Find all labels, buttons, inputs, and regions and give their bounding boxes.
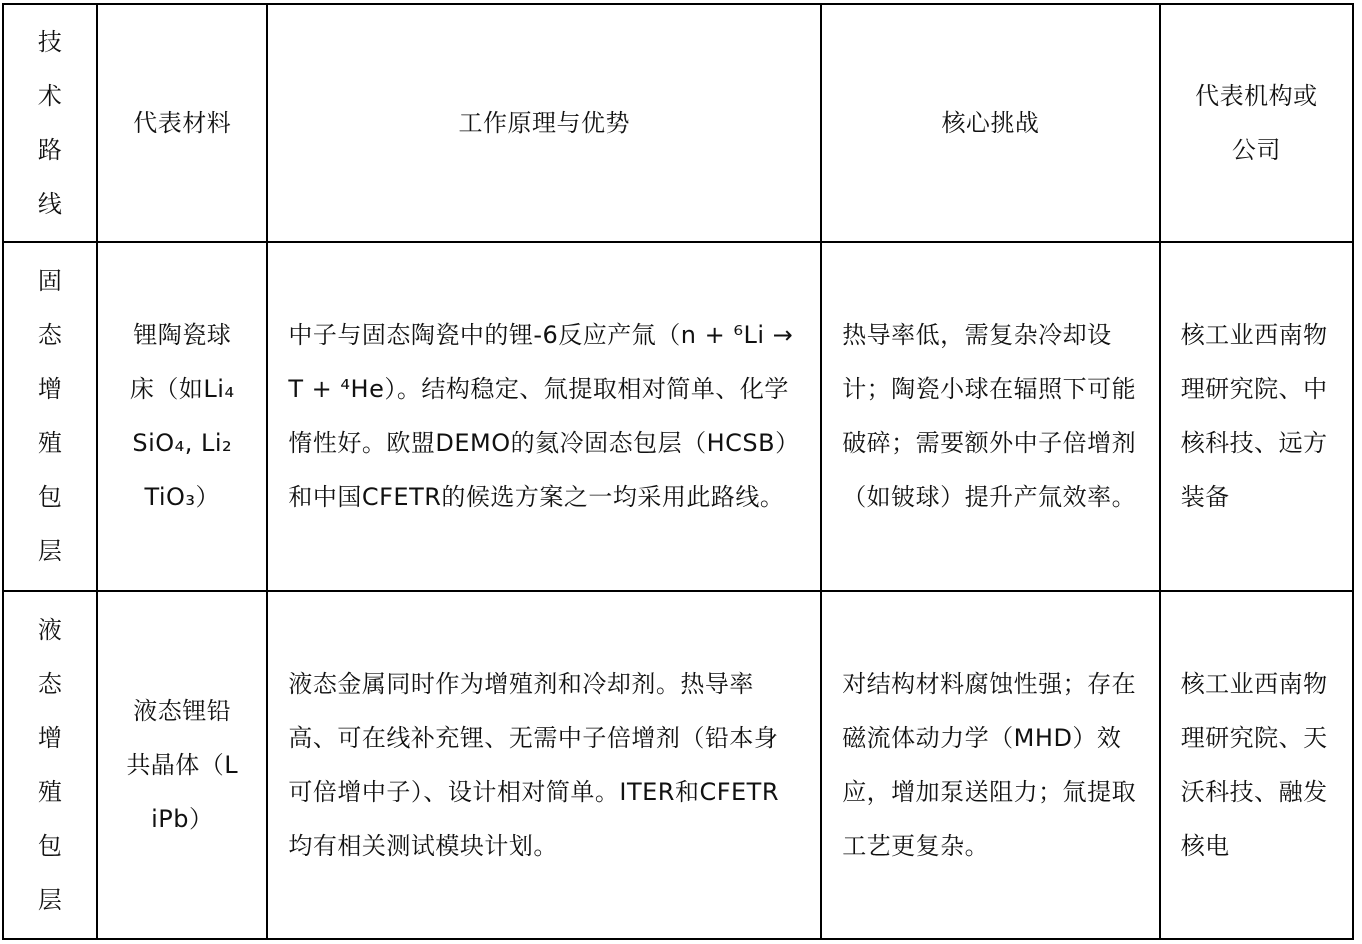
header-principle: 工作原理与优势 [267,4,821,242]
challenge-cell: 对结构材料腐蚀性强；存在磁流体动力学（MHD）效应，增加泵送阻力；氚提取工艺更复杂。 [821,591,1160,940]
principle-cell: 液态金属同时作为增殖剂和冷却剂。热导率高、可在线补充锂、无需中子倍增剂（铅本身可倍增中子）、设计相对简单。ITER和CFETR均有相关测试模块计划。 [267,591,821,940]
header-challenge: 核心挑战 [821,4,1160,242]
header-org: 代表机构或 公司 [1160,4,1353,242]
table-row [3,242,1353,590]
table-row [3,591,1353,940]
principle-cell: 中子与固态陶瓷中的锂-6反应产氚（n + ⁶Li → T + ⁴He）。结构稳定、氚提取相对简单、化学惰性好。欧盟DEMO的氦冷固态包层（HCSB）和中国CFETR的候选方案之一均采用此路线。 [267,242,821,590]
material-cell: 锂陶瓷球 床（如Li₄ SiO₄, Li₂ TiO₃） [97,242,267,590]
route-cell: 固 态 增 殖 包 层 [3,242,97,590]
header-row [3,4,1353,242]
challenge-cell: 热导率低，需复杂冷却设计；陶瓷小球在辐照下可能破碎；需要额外中子倍增剂（如铍球）提升产氚效率。 [821,242,1160,590]
technology-route-table [2,3,1354,940]
header-material: 代表材料 [97,4,267,242]
header-route: 技 术 路 线 [3,4,97,242]
org-cell: 核工业西南物理研究院、天沃科技、融发核电 [1160,591,1353,940]
org-cell: 核工业西南物理研究院、中核科技、远方装备 [1160,242,1353,590]
material-cell: 液态锂铅 共晶体（L iPb） [97,591,267,940]
route-cell: 液 态 增 殖 包 层 [3,591,97,940]
